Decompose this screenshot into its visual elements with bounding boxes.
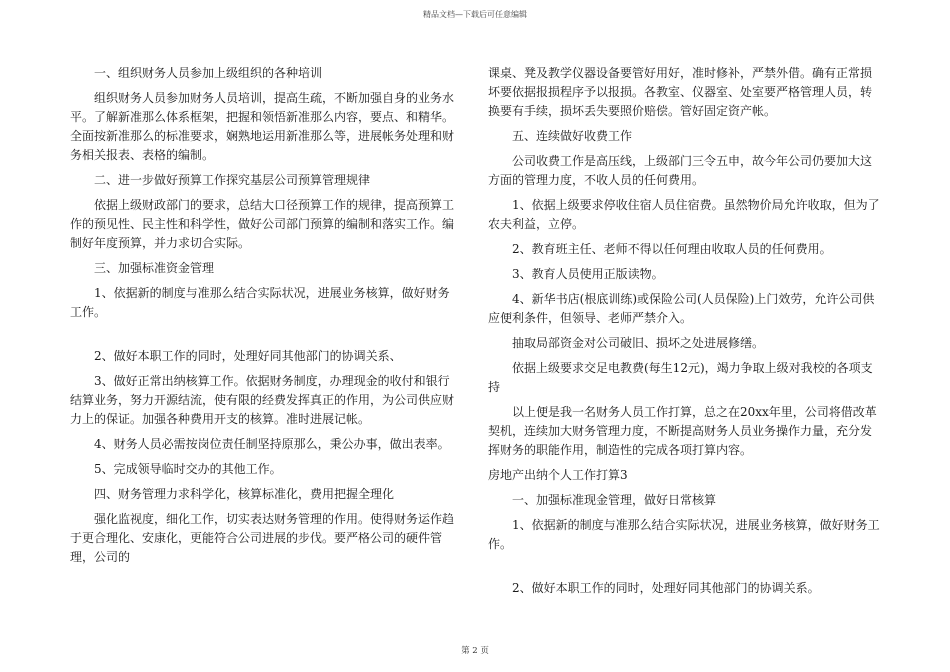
list-item: 1、依据新的制度与准那么结合实际状况，进展业务核算，做好财务工作。 (70, 286, 450, 319)
heading-cash: 一、加强标准现金管理，做好日常核算 (512, 493, 717, 507)
paragraph-summary: 以上便是我一名财务人员工作打算，总之在20xx年里，公司将借改革契机，连续加大财务管理力度，不断提高财务人员业务操作力量，充分发挥财务的职能作用，制造性的完成各项打算内容。 (488, 405, 877, 457)
list-item: 3、做好正常出纳核算工作。依据财务制度，办理现金的收付和银行结算业务，努力开源结流，使有限的经费发挥真正的作用，为公司供应财力上的保证。加强各种费用开支的核算。准时进展记帐。 (70, 374, 455, 426)
heading-fees: 五、连续做好收费工作 (512, 129, 633, 143)
heading-funds: 三、加强标准资金管理 (94, 261, 215, 275)
paragraph: 抽取局部资金对公司破旧、损坏之处进展修缮。 (512, 336, 765, 350)
page-header: 精品文档—下载后可任意编辑 (423, 10, 527, 19)
left-column (70, 64, 455, 573)
heading-budget: 二、进一步做好预算工作探究基层公司预算管理规律 (94, 173, 371, 187)
right-column (488, 64, 880, 604)
paragraph: 强化监视度，细化工作，切实表达财务管理的作用。使得财务运作趋于更合理化、安康化，更能符合公司进展的步伐。要严格公司的硬件管理，公司的 (70, 512, 455, 564)
blank-line (70, 328, 455, 347)
page-number: 第 2 页 (461, 646, 489, 656)
blank-line (488, 560, 880, 579)
list-item: 3、教育人员使用正版读物。 (512, 267, 664, 281)
paragraph: 公司收费工作是高压线，上级部门三令五申，故今年公司仍要加大这方面的管理力度，不收人员的任何费用。 (488, 154, 873, 187)
heading-management: 四、财务管理力求科学化，核算标准化，费用把握全理化 (94, 487, 395, 501)
list-item: 4、新华书店(根底训练)或保险公司(人员保险)上门效劳，允许公司供应便利条件，但领导、老师严禁介入。 (488, 292, 875, 325)
paragraph: 组织财务人员参加财务人员培训，提高生疏，不断加强自身的业务水平。了解新准那么体系框架，把握和领悟新准那么内容，要点、和精华。全面按新准那么的标准要求，娴熟地运用新准那么等，进展帐务处理和财务相关报表、表格的编制。 (70, 91, 455, 162)
paragraph-continued: 课桌、凳及教学仪器设备要管好用好，准时修补，严禁外借。确有正常损坏要依据报损程序予以报损。各教室、仪器室、处室要严格管理人员，转换要有手续，损坏丢失要照价赔偿。管好固定资产帐。 (488, 66, 873, 118)
heading-training: 一、组织财务人员参加上级组织的各种培训 (94, 66, 323, 80)
list-item: 2、做好本职工作的同时，处理好同其他部门的协调关系、 (94, 349, 402, 363)
section-title: 房地产出纳个人工作打算3 (488, 468, 628, 482)
paragraph: 依据上级要求交足电教费(每生12元)，竭力争取上级对我校的各项支持 (488, 361, 873, 394)
list-item: 2、教育班主任、老师不得以任何理由收取人员的任何费用。 (512, 242, 832, 256)
list-item: 5、完成领导临时交办的其他工作。 (94, 462, 282, 476)
list-item: 1、依据上级要求停收住宿人员住宿费。虽然物价局允许收取，但为了农夫利益，立停。 (488, 198, 880, 231)
list-item: 1、依据新的制度与准那么结合实际状况，进展业务核算，做好财务工作。 (488, 518, 880, 551)
paragraph: 依据上级财政部门的要求，总结大口径预算工作的规律，提高预算工作的预见性、民主性和科学性，做好公司部门预算的编制和落实工作。编制好年度预算，并力求切合实际。 (70, 198, 455, 250)
list-item: 4、财务人员必需按岗位责任制坚持原那么，秉公办事，做出表率。 (94, 437, 450, 451)
list-item: 2、做好本职工作的同时，处理好同其他部门的协调关系。 (512, 581, 820, 595)
